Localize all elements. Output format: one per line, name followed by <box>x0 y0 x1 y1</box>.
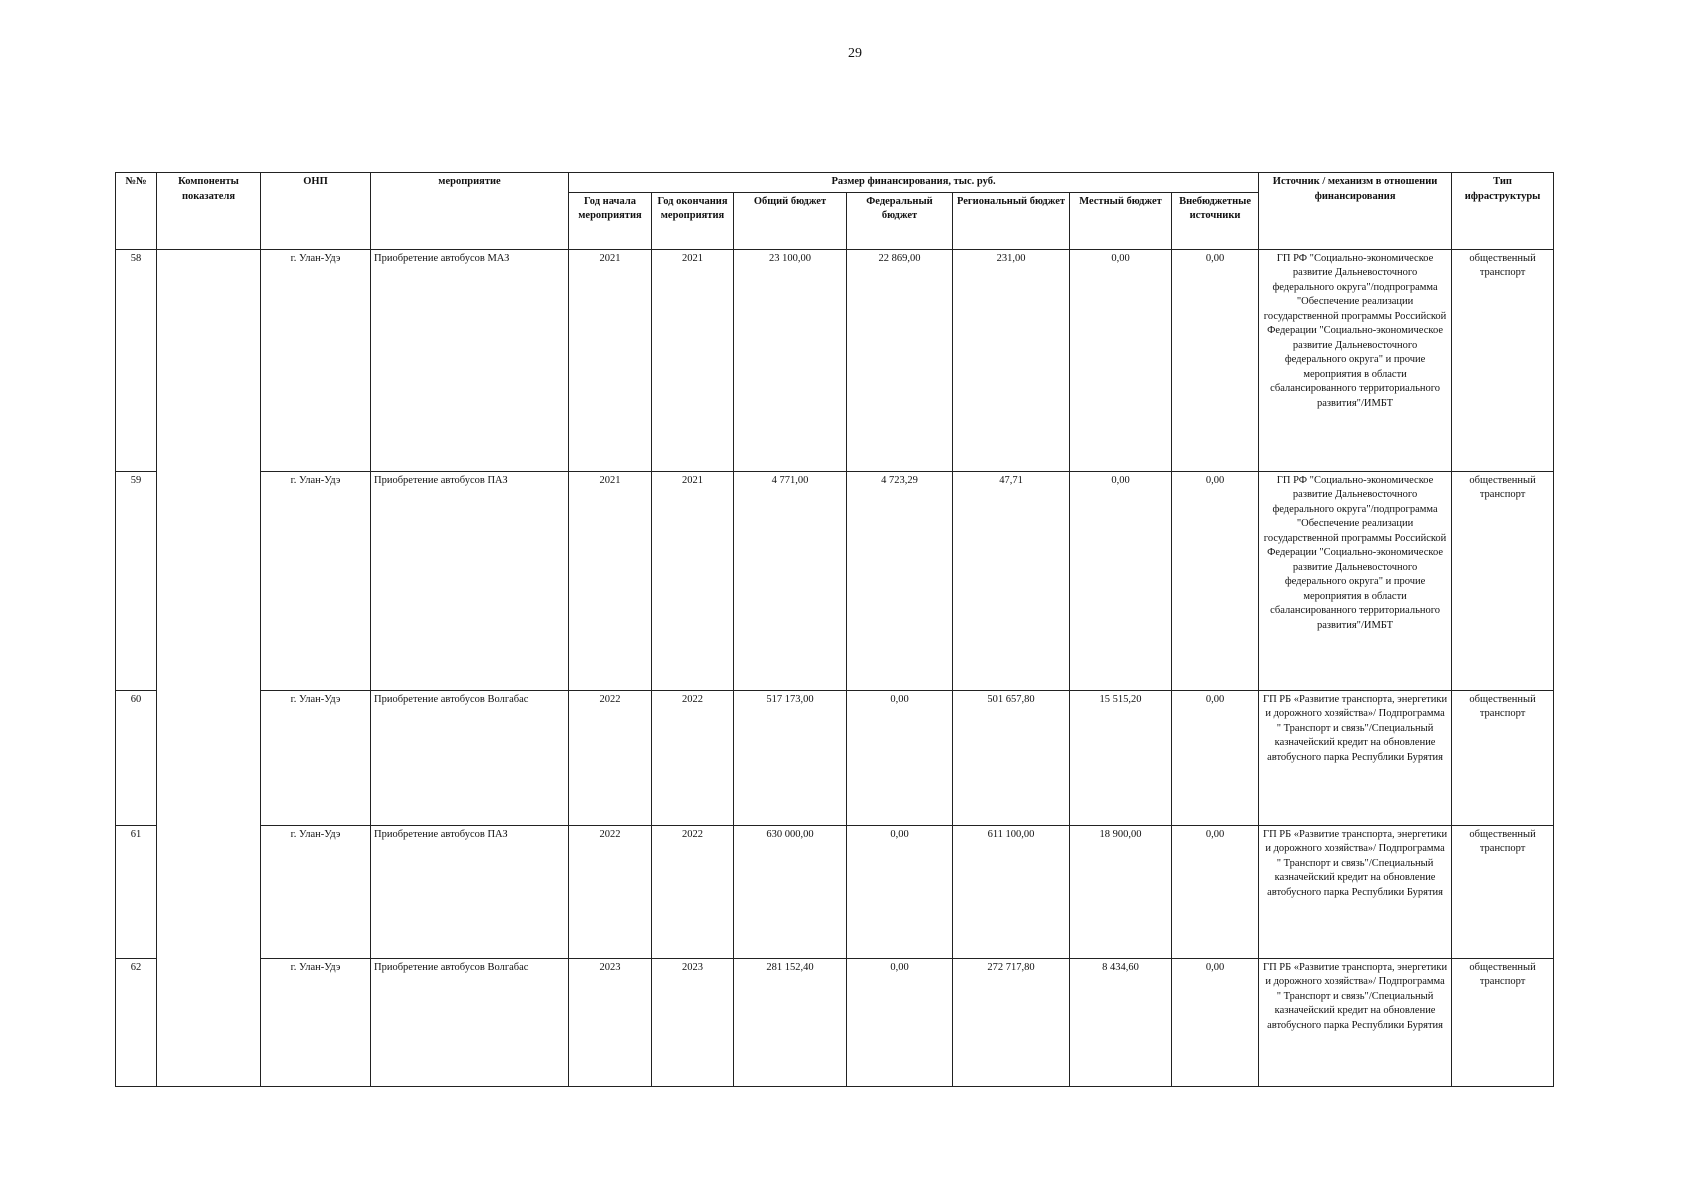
cell-total-budget: 4 771,00 <box>734 471 847 690</box>
cell-offbudget: 0,00 <box>1172 690 1259 825</box>
table-row <box>116 249 1554 471</box>
header-total-budget: Общий бюджет <box>734 192 847 249</box>
cell-regional-budget: 272 717,80 <box>953 958 1070 1086</box>
cell-onp: г. Улан-Удэ <box>261 958 371 1086</box>
header-start-year: Год начала мероприятия <box>569 192 652 249</box>
cell-offbudget: 0,00 <box>1172 825 1259 958</box>
cell-event: Приобретение автобусов ПАЗ <box>371 471 569 690</box>
cell-regional-budget: 611 100,00 <box>953 825 1070 958</box>
cell-event: Приобретение автобусов ПАЗ <box>371 825 569 958</box>
cell-source: ГП РФ "Социально-экономическое развитие Дальневосточного федерального округа"/подпрограмма "Обеспечение реализации государственной программы Российской Федерации "Социально-экономическое развитие Дальневосточного федерального округа" и прочие мероприятия в области сбалансированного территориального развития"/ИМБТ <box>1259 471 1452 690</box>
cell-event: Приобретение автобусов Волгабас <box>371 690 569 825</box>
cell-offbudget: 0,00 <box>1172 958 1259 1086</box>
header-financing: Размер финансирования, тыс. руб. <box>569 173 1259 193</box>
cell-num: 58 <box>116 249 157 471</box>
cell-total-budget: 517 173,00 <box>734 690 847 825</box>
cell-local-budget: 0,00 <box>1070 249 1172 471</box>
cell-infra-type: общественный транспорт <box>1452 958 1554 1086</box>
table-header <box>116 173 1554 250</box>
cell-num: 60 <box>116 690 157 825</box>
table-body <box>116 249 1554 1086</box>
table-row <box>116 471 1554 690</box>
cell-components <box>157 249 261 1086</box>
cell-end-year: 2022 <box>652 690 734 825</box>
header-local-budget: Местный бюджет <box>1070 192 1172 249</box>
header-onp: ОНП <box>261 173 371 250</box>
cell-start-year: 2023 <box>569 958 652 1086</box>
cell-offbudget: 0,00 <box>1172 249 1259 471</box>
header-source: Источник / механизм в отношении финансирования <box>1259 173 1452 250</box>
cell-total-budget: 281 152,40 <box>734 958 847 1086</box>
cell-num: 61 <box>116 825 157 958</box>
cell-start-year: 2021 <box>569 249 652 471</box>
cell-infra-type: общественный транспорт <box>1452 690 1554 825</box>
header-num: №№ <box>116 173 157 250</box>
table-row <box>116 958 1554 1086</box>
cell-end-year: 2023 <box>652 958 734 1086</box>
financing-table <box>115 172 1554 1087</box>
cell-start-year: 2021 <box>569 471 652 690</box>
cell-infra-type: общественный транспорт <box>1452 825 1554 958</box>
header-end-year: Год окончания мероприятия <box>652 192 734 249</box>
cell-total-budget: 630 000,00 <box>734 825 847 958</box>
cell-regional-budget: 501 657,80 <box>953 690 1070 825</box>
cell-num: 59 <box>116 471 157 690</box>
page-number: 29 <box>848 46 862 61</box>
cell-onp: г. Улан-Удэ <box>261 690 371 825</box>
cell-local-budget: 15 515,20 <box>1070 690 1172 825</box>
cell-onp: г. Улан-Удэ <box>261 471 371 690</box>
header-offbudget-sources: Внебюджетные источники <box>1172 192 1259 249</box>
cell-source: ГП РБ «Развитие транспорта, энергетики и дорожного хозяйства»/ Подпрограмма " Транспорт и связь"/Специальный казначейский кредит на обновление автобусного парка Республики Бурятия <box>1259 958 1452 1086</box>
cell-local-budget: 8 434,60 <box>1070 958 1172 1086</box>
cell-regional-budget: 47,71 <box>953 471 1070 690</box>
cell-local-budget: 0,00 <box>1070 471 1172 690</box>
cell-federal-budget: 0,00 <box>847 958 953 1086</box>
table-row <box>116 690 1554 825</box>
cell-start-year: 2022 <box>569 825 652 958</box>
cell-onp: г. Улан-Удэ <box>261 249 371 471</box>
cell-start-year: 2022 <box>569 690 652 825</box>
header-regional-budget: Региональный бюджет <box>953 192 1070 249</box>
cell-local-budget: 18 900,00 <box>1070 825 1172 958</box>
table-row <box>116 825 1554 958</box>
cell-source: ГП РФ "Социально-экономическое развитие Дальневосточного федерального округа"/подпрограмма "Обеспечение реализации государственной программы Российской Федерации "Социально-экономическое развитие Дальневосточного федерального округа" и прочие мероприятия в области сбалансированного территориального развития"/ИМБТ <box>1259 249 1452 471</box>
cell-infra-type: общественный транспорт <box>1452 471 1554 690</box>
cell-total-budget: 23 100,00 <box>734 249 847 471</box>
cell-end-year: 2021 <box>652 471 734 690</box>
cell-event: Приобретение автобусов МАЗ <box>371 249 569 471</box>
cell-event: Приобретение автобусов Волгабас <box>371 958 569 1086</box>
cell-federal-budget: 22 869,00 <box>847 249 953 471</box>
cell-source: ГП РБ «Развитие транспорта, энергетики и дорожного хозяйства»/ Подпрограмма " Транспорт и связь"/Специальный казначейский кредит на обновление автобусного парка Республики Бурятия <box>1259 825 1452 958</box>
header-federal-budget: Федеральный бюджет <box>847 192 953 249</box>
header-components: Компоненты показателя <box>157 173 261 250</box>
cell-end-year: 2022 <box>652 825 734 958</box>
cell-offbudget: 0,00 <box>1172 471 1259 690</box>
cell-onp: г. Улан-Удэ <box>261 825 371 958</box>
cell-federal-budget: 4 723,29 <box>847 471 953 690</box>
cell-num: 62 <box>116 958 157 1086</box>
cell-source: ГП РБ «Развитие транспорта, энергетики и дорожного хозяйства»/ Подпрограмма " Транспорт и связь"/Специальный казначейский кредит на обновление автобусного парка Республики Бурятия <box>1259 690 1452 825</box>
header-event: мероприятие <box>371 173 569 250</box>
cell-federal-budget: 0,00 <box>847 825 953 958</box>
cell-infra-type: общественный транспорт <box>1452 249 1554 471</box>
cell-regional-budget: 231,00 <box>953 249 1070 471</box>
cell-end-year: 2021 <box>652 249 734 471</box>
cell-federal-budget: 0,00 <box>847 690 953 825</box>
header-infra-type: Тип ифраструктуры <box>1452 173 1554 250</box>
